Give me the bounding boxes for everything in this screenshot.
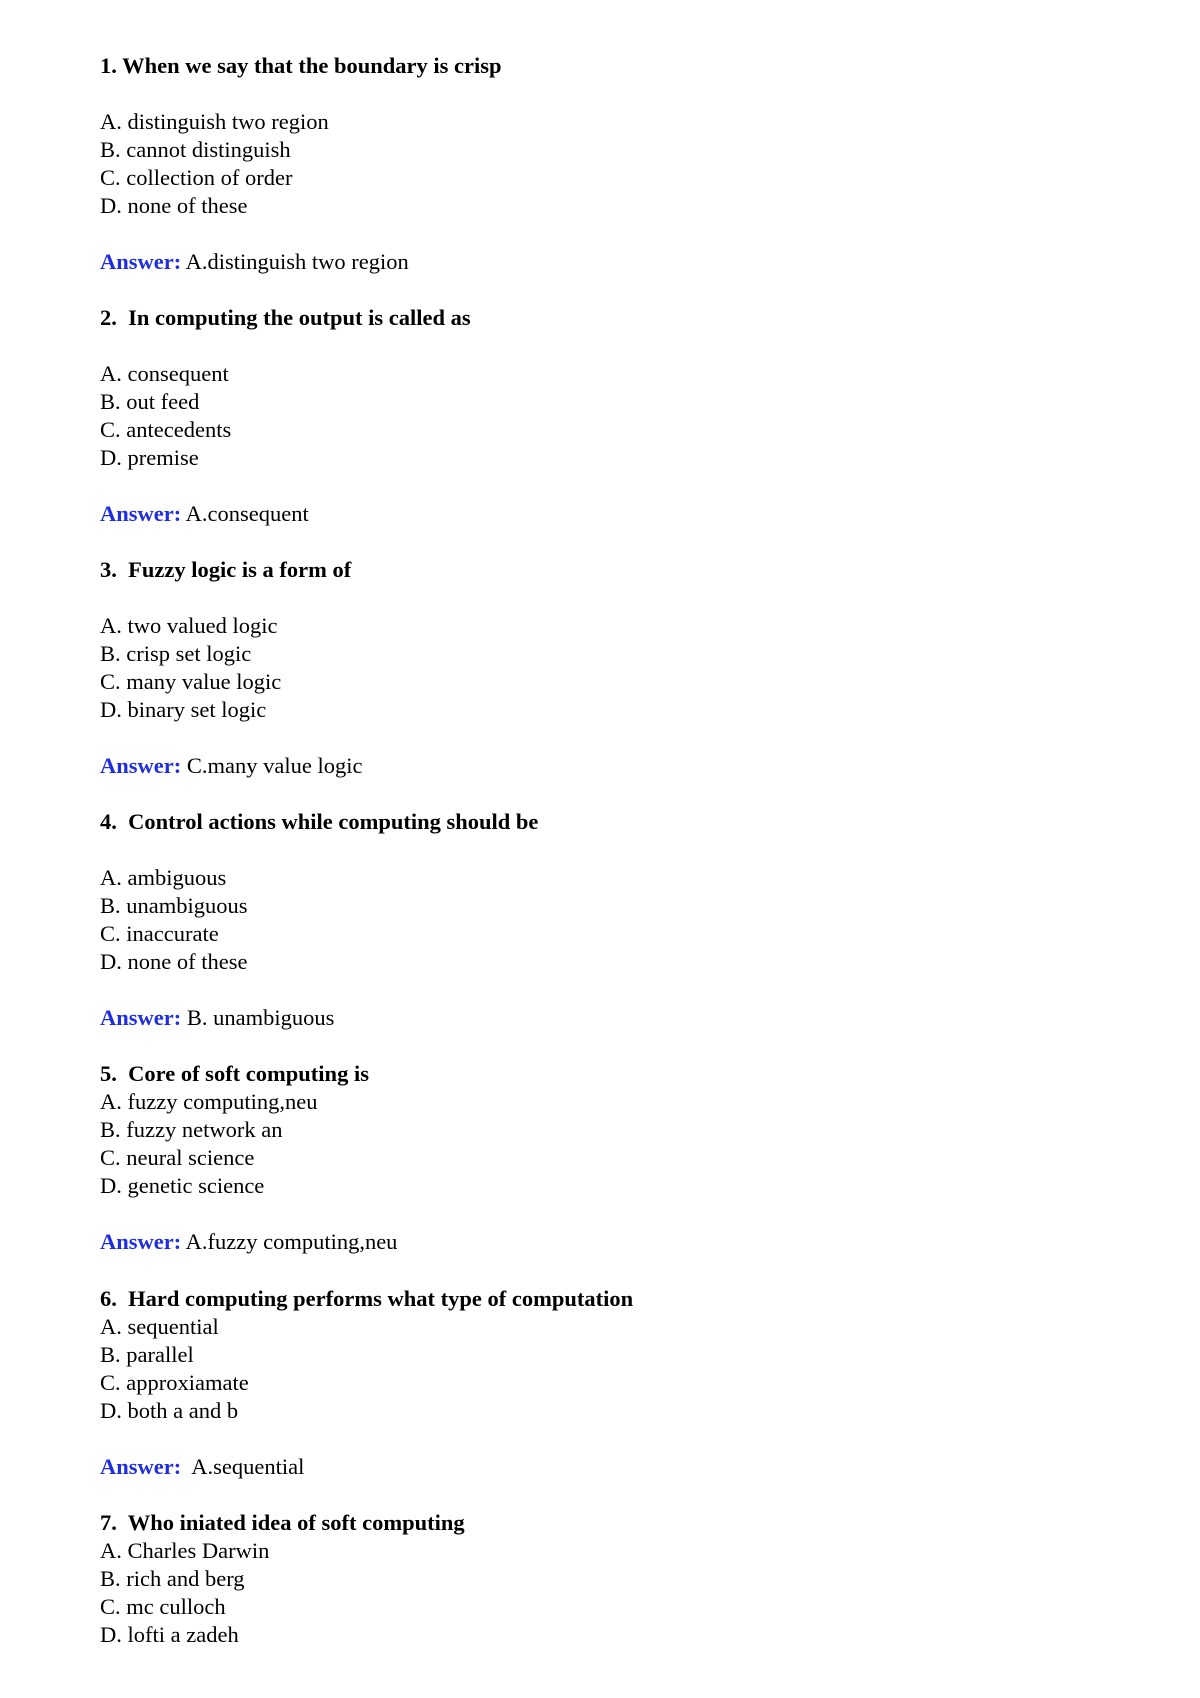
question-block — [100, 1060, 397, 1256]
question-text: 5. Core of soft computing is — [100, 1061, 369, 1086]
option-b: B. rich and berg — [100, 1566, 245, 1591]
option-c: C. antecedents — [100, 417, 232, 442]
option-b: B. crisp set logic — [100, 641, 252, 666]
answer-line — [100, 248, 502, 276]
question-text: 7. Who iniated idea of soft computing — [100, 1510, 465, 1535]
option-c: C. collection of order — [100, 165, 293, 190]
option-a: A. two valued logic — [100, 613, 278, 638]
question-block — [100, 1285, 633, 1481]
answer-line — [100, 500, 471, 528]
answer-label: Answer: — [100, 1454, 182, 1479]
option-a: A. fuzzy computing,neu — [100, 1089, 318, 1114]
answer-text: C.many value logic — [181, 753, 363, 778]
answer-text: A.fuzzy computing,neu — [181, 1229, 398, 1254]
option-d: D. both a and b — [100, 1398, 239, 1423]
option-c: C. inaccurate — [100, 921, 219, 946]
question-text: 4. Control actions while computing should be — [100, 809, 539, 834]
answer-label: Answer: — [100, 1005, 182, 1030]
question-text: 1. When we say that the boundary is crisp — [100, 53, 502, 78]
option-b: B. cannot distinguish — [100, 137, 291, 162]
option-d: D. genetic science — [100, 1173, 265, 1198]
option-d: D. none of these — [100, 193, 248, 218]
question-block — [100, 52, 502, 276]
answer-label: Answer: — [100, 249, 182, 274]
option-a: A. ambiguous — [100, 865, 227, 890]
option-d: D. none of these — [100, 949, 248, 974]
answer-label: Answer: — [100, 753, 182, 778]
answer-label: Answer: — [100, 1229, 182, 1254]
question-block — [100, 1509, 465, 1649]
answer-line — [100, 1453, 633, 1481]
option-b: B. parallel — [100, 1342, 194, 1367]
option-b: B. unambiguous — [100, 893, 248, 918]
question-text: 3. Fuzzy logic is a form of — [100, 557, 352, 582]
option-b: B. fuzzy network an — [100, 1117, 283, 1142]
question-block — [100, 556, 362, 780]
option-a: A. Charles Darwin — [100, 1538, 270, 1563]
option-d: D. binary set logic — [100, 697, 267, 722]
question-block — [100, 304, 471, 528]
option-d: D. premise — [100, 445, 199, 470]
question-text: 2. In computing the output is called as — [100, 305, 471, 330]
option-a: A. sequential — [100, 1314, 219, 1339]
option-c: C. approxiamate — [100, 1370, 249, 1395]
answer-label: Answer: — [100, 501, 182, 526]
answer-line — [100, 1004, 538, 1032]
option-c: C. many value logic — [100, 669, 282, 694]
question-text: 6. Hard computing performs what type of computation — [100, 1286, 634, 1311]
answer-text: A.distinguish two region — [181, 249, 409, 274]
answer-text: A.sequential — [181, 1454, 305, 1479]
answer-line — [100, 1228, 397, 1256]
option-b: B. out feed — [100, 389, 200, 414]
option-d: D. lofti a zadeh — [100, 1622, 239, 1647]
option-c: C. neural science — [100, 1145, 255, 1170]
option-c: C. mc culloch — [100, 1594, 226, 1619]
answer-text: B. unambiguous — [181, 1005, 335, 1030]
option-a: A. distinguish two region — [100, 109, 329, 134]
answer-text: A.consequent — [181, 501, 309, 526]
option-a: A. consequent — [100, 361, 229, 386]
question-block — [100, 808, 538, 1032]
answer-line — [100, 752, 362, 780]
